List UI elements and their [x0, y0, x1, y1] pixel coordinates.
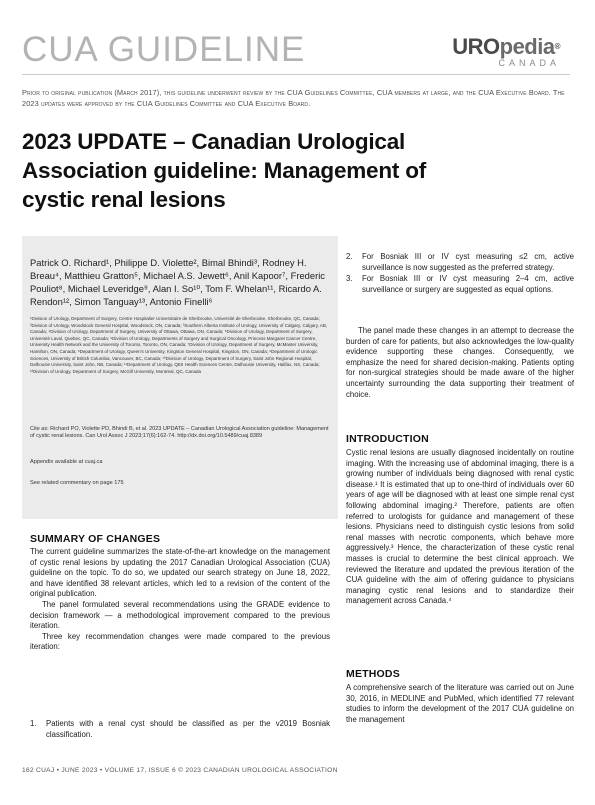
page-footer: 162 CUAJ • JUNE 2023 • VOLUME 17, ISSUE 6 © 2023 CANADIAN UROLOGICAL ASSOCIATION: [22, 767, 338, 774]
list-item: [30, 719, 330, 740]
section-title: CUA GUIDELINE: [22, 30, 306, 69]
citation: Cite as: Richard PO, Violette PD, Bhindi B, et al. 2023 UPDATE – Canadian Urological Association guideline: Management of cystic renal lesions. Can Urol Assoc J 2023;17(6):162-74. http://dx.doi.org/10.5489/cuaj.8389: [30, 426, 329, 439]
list-item: [346, 252, 574, 273]
summary-paragraph-1: The current guideline summarizes the state-of-the-art knowledge on the management of cystic renal lesions by updating the 2017 Canadian Urological Association (CUA) guideline on the topic. To do so, we updated our search strategy on June 18, 2022, and have identified 38 relevant articles, which led to a revision of the content of the original publication.: [30, 547, 330, 599]
logo-registered: ®: [554, 42, 560, 51]
introduction-paragraph: Cystic renal lesions are usually diagnosed incidentally on routine imaging. With the increasing use of abdominal imaging, there is a growing number of individuals being diagnosed with renal cystic disease.¹ It is estimated that up to one-third of individuals over 60 years of age will be diagnosed with at least one simple renal cyst following abdominal imaging.² Therefore, patients are often referred to urologists for guidance and management of these lesions. Physicians need to distinguish cystic lesions from solid renal masses with necrotic components, which behave more aggressively.³ Hence, the characterization of these cystic renal masses is crucial to determine the best clinical approach. We reviewed the literature and updated the previous iteration of the CUA guideline with the aim of offering guidance to physicians managing cystic renal lesions and to standardize their management across Canada.⁴: [346, 448, 574, 606]
header-rule: [22, 74, 570, 75]
list-number: 2.: [346, 252, 353, 261]
logo-part-a: URO: [452, 34, 500, 59]
list-number: 1.: [30, 719, 37, 728]
logo-subtitle: CANADA: [498, 58, 560, 68]
appendix-note: Appendix available at cuaj.ca: [30, 459, 103, 465]
summary-paragraph-4: The panel made these changes in an attempt to decrease the burden of care for patients, but also acknowledges the low-quality evidence supporting these changes. Consequently, we emphasize the need for shared decision-making. Patients opting for non-surgical strategies should be made aware of the higher uncertainty surrounding the data supporting their treatment of choice.: [346, 326, 574, 399]
summary-text: [30, 547, 330, 653]
introduction-heading: INTRODUCTION: [346, 433, 429, 445]
commentary-note: See related commentary on page 175: [30, 480, 124, 486]
methods-text: [346, 683, 574, 725]
list-item: [346, 274, 574, 295]
introduction-text: [346, 448, 574, 607]
list-number: 3.: [346, 274, 353, 284]
article-title: 2023 UPDATE – Canadian Urological Association guideline: Management of cystic renal lesions: [22, 129, 427, 212]
list-item-text: Patients with a renal cyst should be classified as per the v2019 Bosniak classification.: [46, 719, 330, 739]
summary-paragraph-2: The panel formulated several recommendations using the GRADE evidence to decision framework — a methodological improvement compared to the previous iteration.: [30, 599, 330, 631]
list-item-text: For Bosniak III or IV cyst measuring 2–4 cm, active surveillance or surgery are suggested as equal options.: [362, 274, 574, 294]
summary-list-left: [30, 719, 330, 741]
summary-heading: SUMMARY OF CHANGES: [30, 533, 161, 545]
list-item-text: For Bosniak III or IV cyst measuring ≤2 cm, active surveillance is now suggested as the preferred strategy.: [362, 252, 574, 272]
methods-paragraph: A comprehensive search of the literature was carried out on June 30, 2016, in MEDLINE and PubMed, which identified 77 relevant studies to inform the development of the 2017 CUA guideline on the management: [346, 683, 574, 724]
summary-list-right: [346, 252, 574, 296]
logo-wordmark: [452, 36, 560, 58]
prior-publication-note: Prior to original publication (March 2017), this guideline underwent review by the CUA Guidelines Committee, CUA members at large, and the CUA Executive Board. The 2023 updates were approved by the CUA Guidelines Committee and CUA Executive Board.: [22, 88, 565, 108]
summary-paragraph-3: Three key recommendation changes were made compared to the previous iteration:: [30, 631, 330, 652]
summary-closing: [346, 326, 574, 400]
uropedia-logo: [452, 36, 560, 68]
logo-part-b: pedia: [499, 34, 555, 59]
methods-heading: METHODS: [346, 668, 400, 680]
affiliations: ¹Division of Urology, Department of Surgery, Centre Hospitalier Universitaire de Sherbrooke, Université de Sherbrooke, Sherbrooke, QC, Canada; ²Division of Urology, Woodstock General Hospital, Woodstock, ON, Canada; ³Southern Alberta Institute of Urology, University of Calgary, Calgary, AB, Canada; ⁴Division of Urology, Department of Surgery, University of Ottawa, Ottawa, ON, Canada; ⁵Division of Urology, Department of Surgery, Université Laval, Quebec, QC, Canada; ⁶Division of Urology, Departments of Surgery and Surgical Oncology, Princess Margaret Cancer Centre, University Health Network and the University of Toronto, Toronto, ON, Canada; ⁷Division of Urology, Department of Surgery, McMaster University, Hamilton, ON, Canada; ⁸Department of Urology, Queen's University, Kingston General Hospital, Kingston, ON, Canada; ⁹Department of Urologic Sciences, University of British Columbia, Vancouver, BC, Canada; ¹⁰Division of Urology, Department of Surgery, Saint John Regional Hospital, Dalhousie University, Saint John, NB, Canada; ¹¹Department of Urology, QEII Health Sciences Centre, Dalhousie University, Halifax, NS, Canada; ¹²Division of Urology, Department of Surgery, McGill University, Montreal, QC, Canada: [30, 316, 328, 374]
author-list: Patrick O. Richard¹, Philippe D. Violette², Bimal Bhindi³, Rodney H. Breau⁴, Matthieu Gratton⁵, Michael A.S. Jewett⁶, Anil Kapoor⁷, Frederic Pouliot⁸, Michael Leveridge⁹, Alan I. So¹⁰, Tom F. Whelan¹¹, Ricardo A. Rendon¹², Simon Tanguay¹³, Antonio Finelli⁶: [30, 257, 325, 307]
